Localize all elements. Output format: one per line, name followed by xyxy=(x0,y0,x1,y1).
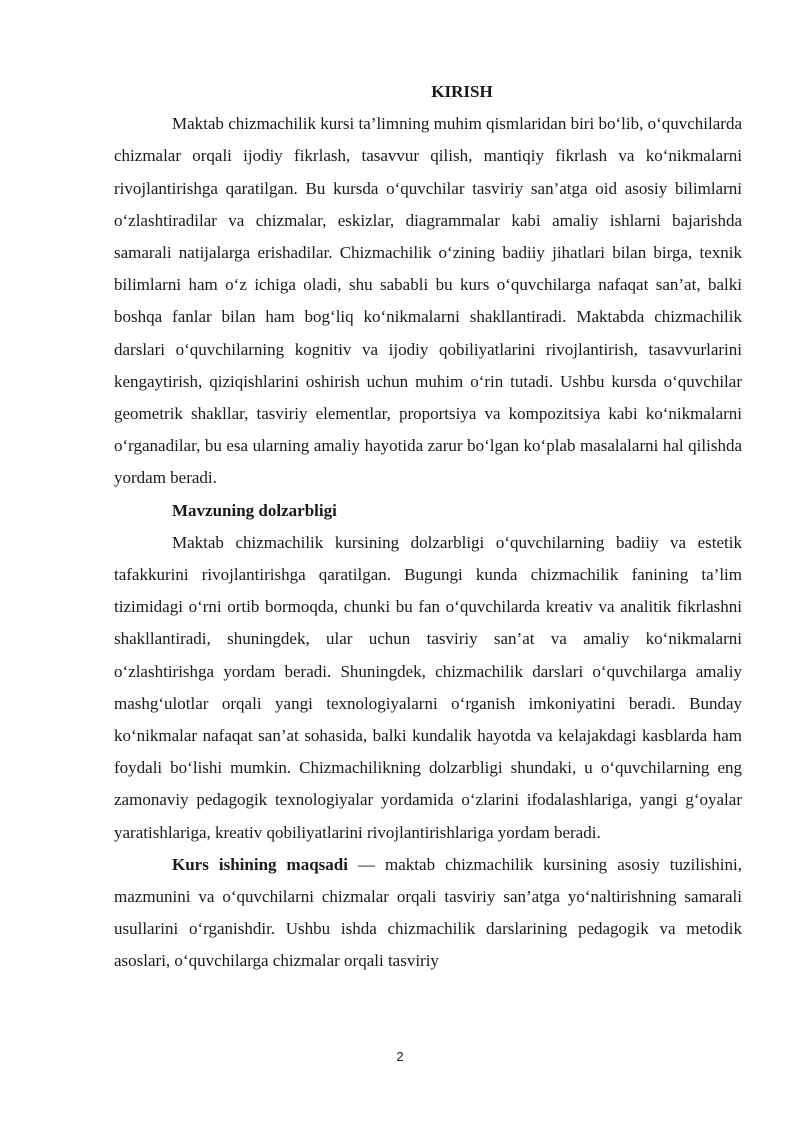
relevance-paragraph: Maktab chizmachilik kursining dolzarbligi o‘quvchilarning badiiy va estetik tafakkurini rivojlantirishga qaratilgan. Bugungi kunda chizmachilik fanining ta’lim tizimidagi o‘rni ortib bormoqda, chunki bu fan o‘quvchilarda kreativ va analitik fikrlashni shakllantiradi, shuningdek, ular uchun tasviriy san’at va amaliy ko‘nikmalarni o‘zlashtirishga yordam beradi. Shuningdek, chizmachilik darslari o‘quvchilarga amaliy mashg‘ulotlar orqali yangi texnologiyalarni o‘rganish imkoniyatini beradi. Bunday ko‘nikmalar nafaqat san’at sohasida, balki kundalik hayotda va kelajakdagi kasblarda ham foydali bo‘lishi mumkin. Chizmachilikning dolzarbligi shundaki, u o‘quvchilarning eng zamonaviy pedagogik texnologiyalar yordamida o‘zlarini ifodalashlariga, yangi g‘oyalar yaratishlariga, kreativ qobiliyatlarini rivojlantirishlariga yordam beradi. xyxy=(114,532,742,842)
section-heading: Mavzuning dolzarbligi xyxy=(172,500,337,520)
goal-label: Kurs ishining maqsadi xyxy=(172,854,348,874)
goal-paragraph xyxy=(114,849,742,978)
document-title: KIRISH xyxy=(431,82,493,101)
page-number: 2 xyxy=(396,1049,404,1064)
goal-text: — maktab chizmachilik kursining asosiy tuzilishini, mazmunini va o‘quvchilarni chizmalar orqali tasviriy san’atga yo‘naltirishning samarali usullarini o‘rganishdir. Ushbu ishda chizmachilik darslarining pedagogik va metodik asoslari, o‘quvchilarga chizmalar orqali tasviriy xyxy=(114,854,742,971)
intro-paragraph: Maktab chizmachilik kursi ta’limning muhim qismlaridan biri bo‘lib, o‘quvchilarda chizmalar orqali ijodiy fikrlash, tasavvur qilish, mantiqiy fikrlash va ko‘nikmalarni rivojlantirishga qaratilgan. Bu kursda o‘quvchilar tasviriy san’atga oid asosiy bilimlarni o‘zlashtiradilar va chizmalar, eskizlar, diagrammalar kabi amaliy ishlarni bajarishda samarali natijalarga erishadilar. Chizmachilik o‘zining badiiy jihatlari bilan birga, texnik bilimlarni ham o‘z ichiga oladi, shu sababli bu kurs o‘quvchilarga nafaqat san’at, balki boshqa fanlar bilan ham bog‘liq ko‘nikmalarni shakllantiradi. Maktabda chizmachilik darslari o‘quvchilarning kognitiv va ijodiy qobiliyatlarini rivojlantirish, tasavvurlarini kengaytirish, qiziqishlarini oshirish uchun muhim o‘rin tutadi. Ushbu kursda o‘quvchilar geometrik shakllar, tasviriy elementlar, proportsiya va kompozitsiya kabi ko‘nikmalarni o‘rganadilar, bu esa ularning amaliy hayotida zarur bo‘lgan ko‘plab masalalarni hal qilishda yordam beradi. xyxy=(114,114,742,488)
document-page xyxy=(114,76,742,978)
